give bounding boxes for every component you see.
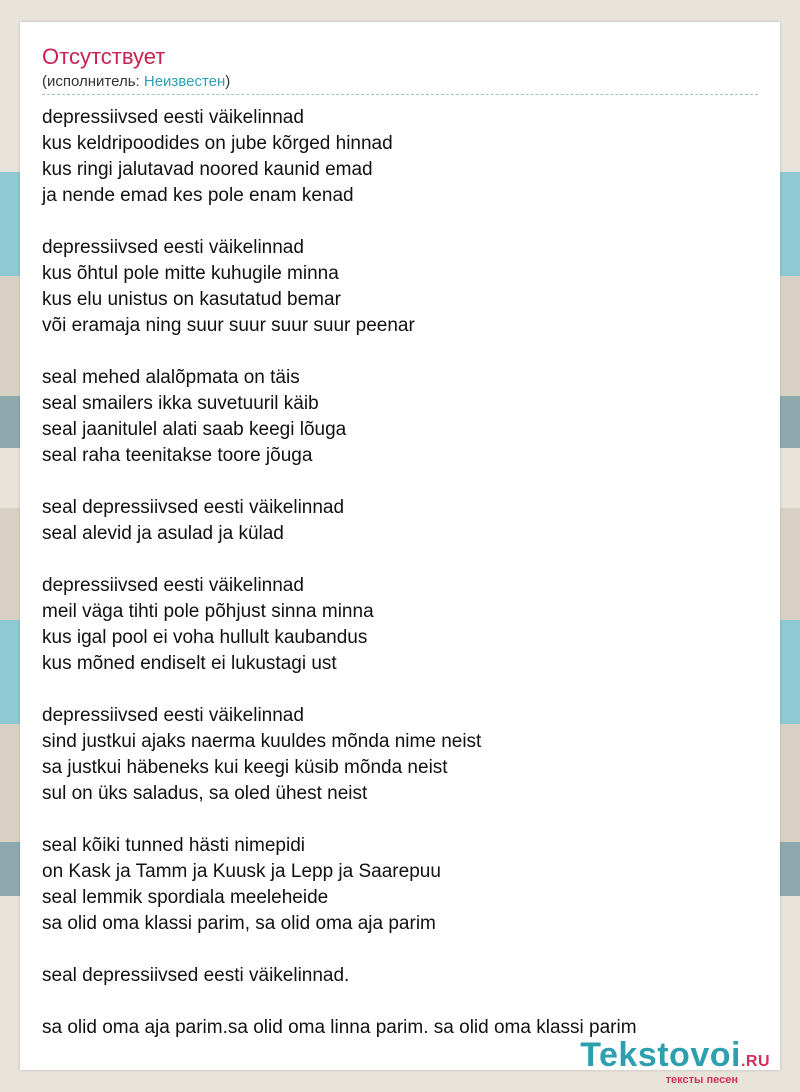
artist-link[interactable]: Неизвестен <box>143 73 226 90</box>
artist-prefix: (исполнитель: <box>42 73 144 90</box>
stanza-gap <box>42 469 762 495</box>
lyric-line: sa justkui häbeneks kui keegi küsib mõnda neist <box>42 757 448 778</box>
lyric-line: kus elu unistus on kasutatud bemar <box>42 289 341 310</box>
lyric-line: seal depressiivsed eesti väikelinnad <box>42 497 345 518</box>
lyric-line: seal raha teenitakse toore jõuga <box>42 445 313 466</box>
lyric-line: sa olid oma klassi parim, sa olid oma aja parim <box>42 913 436 934</box>
lyric-line: meil väga tihti pole põhjust sinna minna <box>42 601 374 622</box>
brand-logo[interactable] <box>580 1037 770 1086</box>
lyric-line: kus ringi jalutavad noored kaunid emad <box>42 159 373 180</box>
lyric-line: on Kask ja Tamm ja Kuusk ja Lepp ja Saarepuu <box>42 861 441 882</box>
lyric-line: seal smailers ikka suvetuuril käib <box>42 393 319 414</box>
lyric-line: kus keldripoodides on jube kõrged hinnad <box>42 133 393 154</box>
stanza-gap <box>42 339 762 365</box>
divider <box>42 94 758 95</box>
lyric-line: depressiivsed eesti väikelinnad <box>42 705 304 726</box>
brand-tld: .RU <box>740 1053 770 1070</box>
lyric-line: seal lemmik spordiala meeleheide <box>42 887 329 908</box>
page-title: Отсутствует <box>42 44 166 69</box>
lyric-line: depressiivsed eesti väikelinnad <box>42 107 304 128</box>
lyrics-card <box>20 22 780 1070</box>
lyric-line: kus õhtul pole mitte kuhugile minna <box>42 263 339 284</box>
lyric-line: ja nende emad kes pole enam kenad <box>42 185 354 206</box>
lyric-line: seal depressiivsed eesti väikelinnad. <box>42 965 350 986</box>
lyric-line: seal alevid ja asulad ja külad <box>42 523 284 544</box>
lyric-line: kus igal pool ei voha hullult kaubandus <box>42 627 368 648</box>
lyric-line: sa olid oma aja parim.sa olid oma linna parim. sa olid oma klassi parim <box>42 1017 637 1038</box>
stanza-gap <box>42 807 762 833</box>
artist-line <box>42 73 230 91</box>
lyric-line: kus mõned endiselt ei lukustagi ust <box>42 653 337 674</box>
brand-word: Tekstovoi <box>580 1036 741 1074</box>
lyric-line: või eramaja ning suur suur suur suur peenar <box>42 315 415 336</box>
lyric-line: seal mehed alalõpmata on täis <box>42 367 300 388</box>
lyric-line: depressiivsed eesti väikelinnad <box>42 575 304 596</box>
lyric-line: sind justkui ajaks naerma kuuldes mõnda nime neist <box>42 731 482 752</box>
lyrics-text <box>42 105 762 1041</box>
lyric-line: depressiivsed eesti väikelinnad <box>42 237 304 258</box>
stanza-gap <box>42 937 762 963</box>
stanza-gap <box>42 677 762 703</box>
stanza-gap <box>42 547 762 573</box>
lyric-line: seal jaanitulel alati saab keegi lõuga <box>42 419 347 440</box>
stanza-gap <box>42 989 762 1015</box>
brand-tagline: тексты песен <box>665 1074 738 1086</box>
stanza-gap <box>42 209 762 235</box>
lyric-line: seal kõiki tunned hästi nimepidi <box>42 835 305 856</box>
artist-suffix: ) <box>225 73 231 90</box>
lyric-line: sul on üks saladus, sa oled ühest neist <box>42 783 368 804</box>
